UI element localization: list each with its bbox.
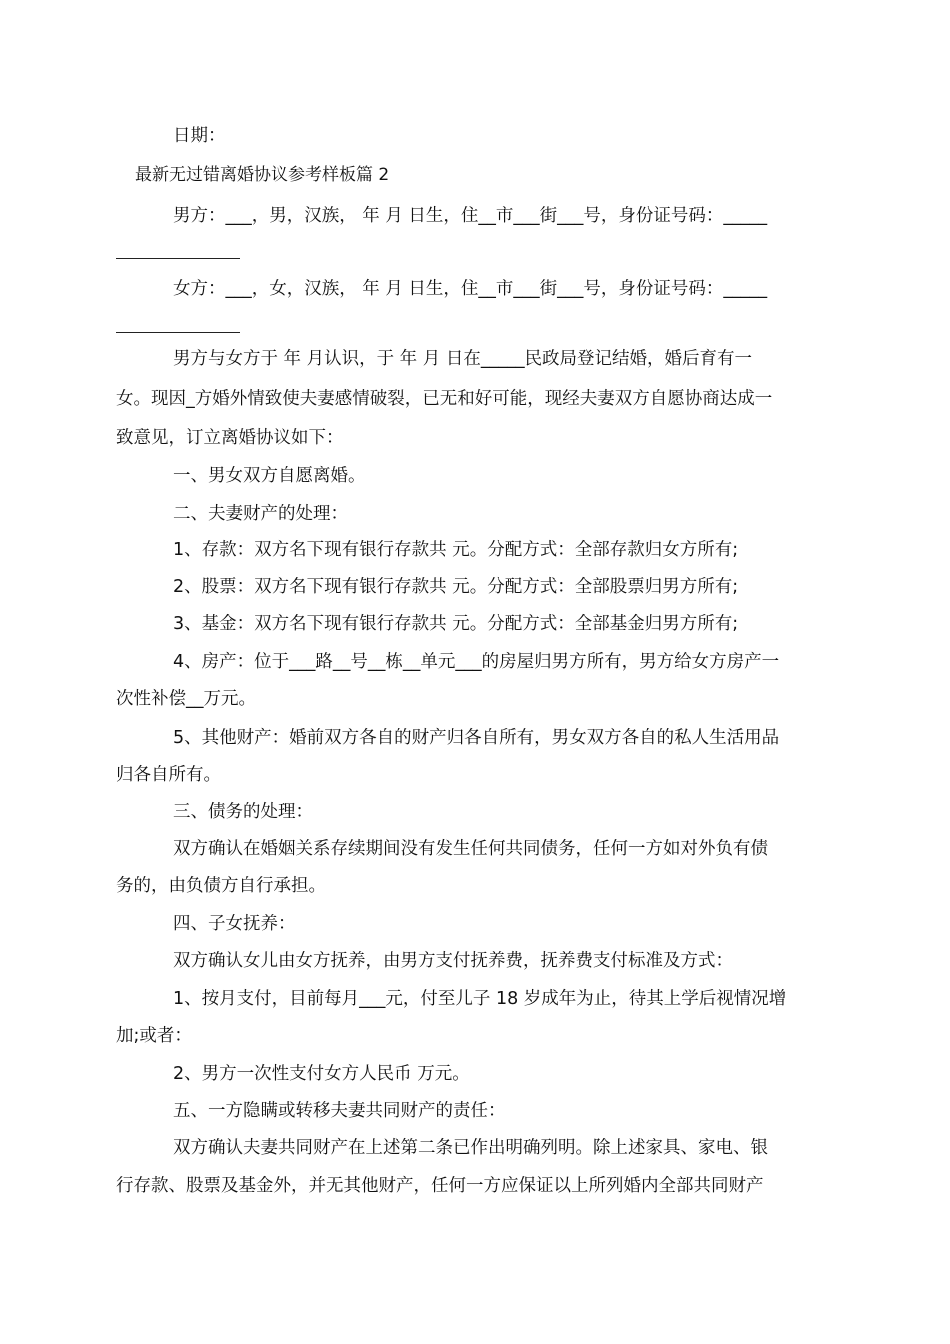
debt-paragraph-line: 务的，由负债方自行承担。	[116, 876, 326, 896]
section-heading: 五、一方隐瞒或转移夫妻共同财产的责任：	[173, 1101, 506, 1121]
intro-paragraph-line: 女。现因_方婚外情致使夫妻感情破裂，已无和好可能，现经夫妻双方自愿协商达成一	[116, 389, 773, 409]
property-item: 3、基金：双方名下现有银行存款共 元。分配方式：全部基金归男方所有;	[173, 614, 739, 634]
section-heading: 一、男女双方自愿离婚。	[173, 466, 366, 486]
property-item: 2、股票：双方名下现有银行存款共 元。分配方式：全部股票归男方所有;	[173, 577, 739, 597]
intro-paragraph-line: 男方与女方于 年 月认识，于 年 月 日在_____民政局登记结婚，婚后育有一	[173, 349, 753, 369]
date-label: 日期：	[173, 126, 226, 146]
support-item: 1、按月支付，目前每月___元，付至儿子 18 岁成年为止，待其上学后视情况增	[173, 989, 787, 1009]
property-item: 1、存款：双方名下现有银行存款共 元。分配方式：全部存款归女方所有;	[173, 540, 739, 560]
custody-paragraph: 双方确认女儿由女方抚养，由男方支付抚养费，抚养费支付标准及方式：	[173, 951, 733, 971]
assets-paragraph-line: 行存款、股票及基金外，并无其他财产，任何一方应保证以上所列婚内全部共同财产	[116, 1176, 764, 1196]
property-item: 5、其他财产：婚前双方各自的财产归各自所有，男女双方各自的私人生活用品	[173, 728, 780, 748]
support-item: 2、男方一次性支付女方人民币 万元。	[173, 1064, 470, 1084]
support-item-continuation: 加;或者：	[116, 1026, 192, 1046]
assets-paragraph-line: 双方确认夫妻共同财产在上述第二条已作出明确列明。除上述家具、家电、银	[173, 1138, 768, 1158]
party-male: 男方：___，男，汉族， 年 月 日生，住__市___街___号，身份证号码：_____	[173, 206, 768, 226]
debt-paragraph-line: 双方确认在婚姻关系存续期间没有发生任何共同债务，任何一方如对外负有债	[173, 839, 768, 859]
section-heading: 三、债务的处理：	[173, 802, 313, 822]
property-item-continuation: 次性补偿__万元。	[116, 689, 256, 709]
document-title: 最新无过错离婚协议参考样板篇 2	[135, 165, 390, 185]
section-heading: 二、夫妻财产的处理：	[173, 504, 348, 524]
section-heading: 四、子女抚养：	[173, 914, 296, 934]
id-number-blank-line	[116, 258, 240, 259]
party-female: 女方：___，女，汉族， 年 月 日生，住__市___街___号，身份证号码：_____	[173, 279, 768, 299]
id-number-blank-line	[116, 332, 240, 333]
property-item: 4、房产：位于___路__号__栋__单元___的房屋归男方所有，男方给女方房产一	[173, 652, 780, 672]
property-item-continuation: 归各自所有。	[116, 765, 221, 785]
intro-paragraph-line: 致意见，订立离婚协议如下：	[116, 428, 344, 448]
